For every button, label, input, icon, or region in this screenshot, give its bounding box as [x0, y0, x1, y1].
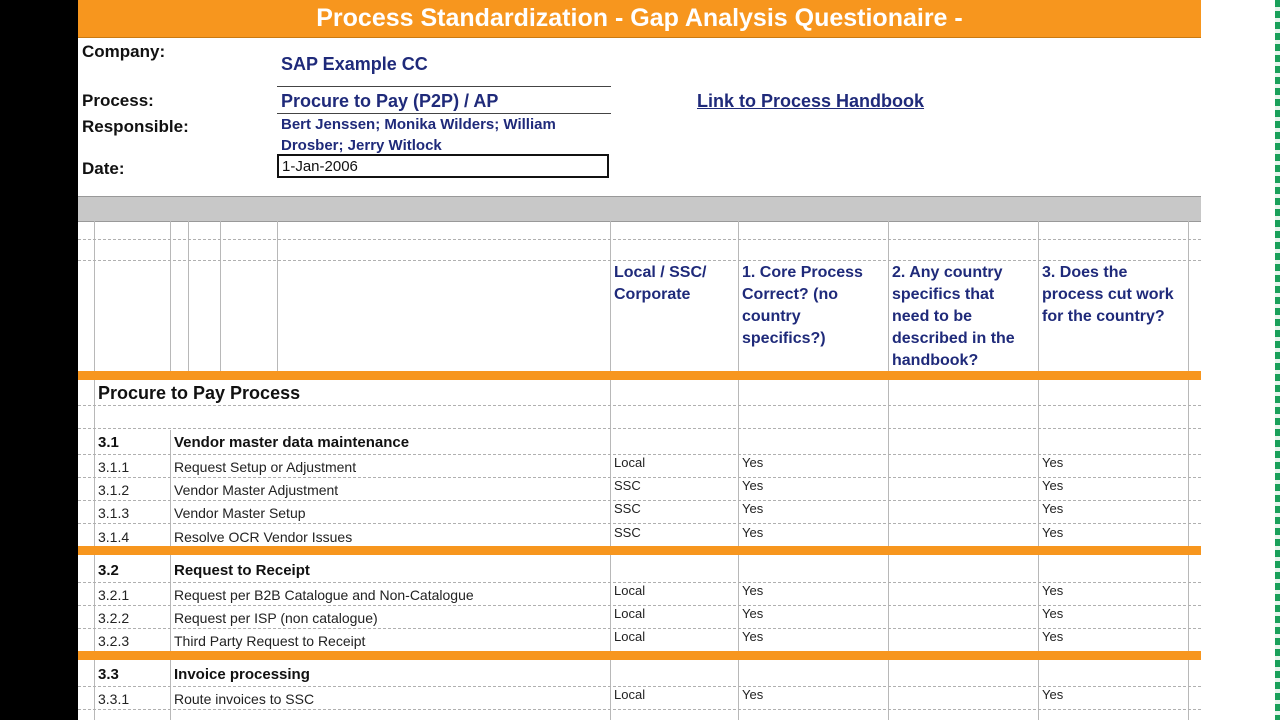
row-local-value[interactable]: Local — [614, 455, 646, 470]
row-q3-value[interactable]: Yes — [1042, 687, 1064, 702]
date-label: Date: — [82, 159, 125, 178]
row-q3-value[interactable]: Yes — [1042, 501, 1064, 516]
grid-row-line — [78, 709, 1201, 710]
process-value[interactable]: Procure to Pay (P2P) / AP — [281, 91, 499, 111]
group-number: 3.3 — [98, 666, 119, 683]
grid-row-line — [78, 428, 1201, 429]
grid-row-line — [78, 405, 1201, 406]
row-q3-value[interactable]: Yes — [1042, 455, 1064, 470]
row-number[interactable]: 3.2.1 — [98, 587, 130, 603]
group-number: 3.1 — [98, 434, 119, 451]
group-title: Request to Receipt — [174, 562, 310, 579]
title-banner: Process Standardization - Gap Analysis Questionaire - — [78, 0, 1201, 38]
window-edge — [1201, 0, 1280, 720]
row-q1-value[interactable]: Yes — [742, 478, 764, 493]
group-number: 3.2 — [98, 562, 119, 579]
row-number[interactable]: 3.3.1 — [98, 691, 130, 707]
grid-row-line — [78, 239, 1201, 240]
responsible-line-1[interactable]: Bert Jenssen; Monika Wilders; William — [281, 116, 556, 133]
orange-separator — [78, 546, 1201, 555]
row-q1-value[interactable]: Yes — [742, 687, 764, 702]
grid-col-line — [94, 221, 95, 720]
row-q1-value[interactable]: Yes — [742, 583, 764, 598]
grid-col-line — [1188, 221, 1189, 720]
row-process-name[interactable]: Third Party Request to Receipt — [174, 633, 366, 649]
grid-row-line — [78, 260, 1201, 261]
row-local-value[interactable]: SSC — [614, 478, 641, 493]
row-number[interactable]: 3.1.3 — [98, 505, 130, 521]
row-q1-value[interactable]: Yes — [742, 525, 764, 540]
row-process-name[interactable]: Request Setup or Adjustment — [174, 459, 357, 475]
column-header-q3: 3. Does the process cut work for the country? — [1042, 264, 1174, 325]
row-q1-value[interactable]: Yes — [742, 629, 764, 644]
row-q3-value[interactable]: Yes — [1042, 629, 1064, 644]
row-local-value[interactable]: SSC — [614, 501, 641, 516]
row-local-value[interactable]: Local — [614, 629, 646, 644]
process-underline — [277, 113, 611, 114]
responsible-label: Responsible: — [82, 117, 189, 136]
row-process-name[interactable]: Request per ISP (non catalogue) — [174, 610, 378, 626]
row-q3-value[interactable]: Yes — [1042, 478, 1064, 493]
row-process-name[interactable]: Vendor Master Setup — [174, 505, 306, 521]
company-underline — [277, 86, 611, 87]
row-q1-value[interactable]: Yes — [742, 501, 764, 516]
row-process-name[interactable]: Resolve OCR Vendor Issues — [174, 529, 353, 545]
row-process-name[interactable]: Request per B2B Catalogue and Non-Catalogue — [174, 587, 474, 603]
process-label: Process: — [82, 91, 154, 110]
row-q3-value[interactable]: Yes — [1042, 525, 1064, 540]
orange-separator — [78, 651, 1201, 660]
grid-col-line — [610, 221, 611, 720]
grid-col-line — [220, 221, 221, 371]
grid-col-line — [738, 221, 739, 720]
row-q3-value[interactable]: Yes — [1042, 583, 1064, 598]
row-number[interactable]: 3.2.3 — [98, 633, 130, 649]
grid-col-line — [188, 221, 189, 371]
row-number[interactable]: 3.1.1 — [98, 459, 130, 475]
grid-row-line — [78, 523, 1201, 524]
row-local-value[interactable]: Local — [614, 687, 646, 702]
company-label: Company: — [82, 42, 166, 61]
column-header-q1: 1. Core Process Correct? (no country specifics?) — [742, 264, 863, 347]
orange-separator — [78, 371, 1201, 380]
spreadsheet-sheet — [78, 0, 1201, 720]
company-value[interactable]: SAP Example CC — [281, 54, 428, 74]
row-q1-value[interactable]: Yes — [742, 606, 764, 621]
grid-col-line — [888, 221, 889, 720]
row-process-name[interactable]: Vendor Master Adjustment — [174, 482, 339, 498]
responsible-line-2[interactable]: Drosber; Jerry Witlock — [281, 137, 442, 154]
row-number[interactable]: 3.1.2 — [98, 482, 130, 498]
grid-col-line — [1038, 221, 1039, 720]
group-title: Vendor master data maintenance — [174, 434, 410, 451]
grid-col-line — [170, 221, 171, 371]
group-title: Invoice processing — [174, 666, 310, 683]
grid-col-line — [170, 430, 171, 720]
column-header-q2: 2. Any country specifics that need to be described in the handbook? — [892, 264, 1015, 369]
row-number[interactable]: 3.2.2 — [98, 610, 130, 626]
row-local-value[interactable]: Local — [614, 606, 646, 621]
grid-col-line — [277, 221, 278, 371]
process-handbook-link[interactable]: Link to Process Handbook — [697, 91, 925, 111]
date-cell-selected[interactable]: 1-Jan-2006 — [277, 154, 609, 178]
section-title: Procure to Pay Process — [98, 383, 301, 403]
separator-band — [78, 196, 1201, 222]
row-q3-value[interactable]: Yes — [1042, 606, 1064, 621]
row-local-value[interactable]: SSC — [614, 525, 641, 540]
scrollbar-track[interactable] — [1275, 0, 1280, 720]
row-number[interactable]: 3.1.4 — [98, 529, 130, 545]
row-local-value[interactable]: Local — [614, 583, 646, 598]
row-process-name[interactable]: Route invoices to SSC — [174, 691, 315, 707]
column-header-local: Local / SSC/ Corporate — [614, 264, 707, 303]
row-q1-value[interactable]: Yes — [742, 455, 764, 470]
